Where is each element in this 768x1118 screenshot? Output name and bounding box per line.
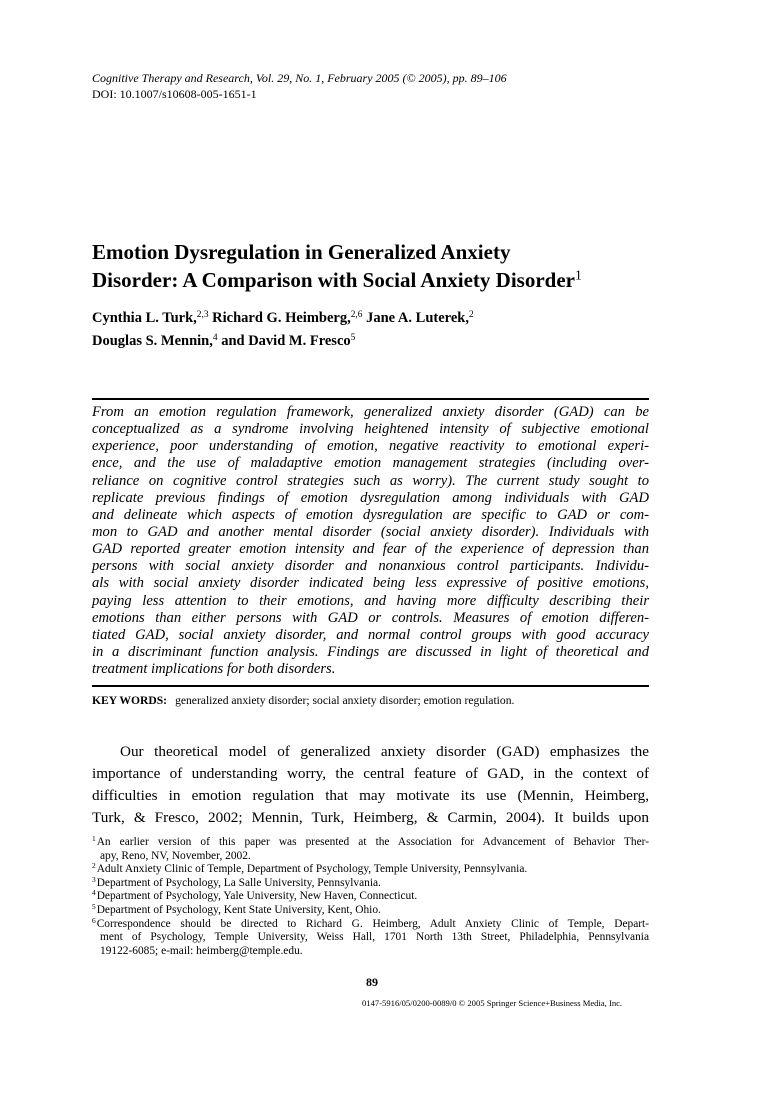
author-affiliation: 2 (468, 309, 474, 320)
footnote-text: An earlier version of this paper was presented at the Association for Advancement of Behavior Ther- (96, 836, 649, 848)
footnote (92, 915, 649, 959)
author-affiliation: 2,6 (350, 309, 363, 320)
footnote-number: 6 (92, 915, 96, 925)
abstract-line: and delineate which aspects of emotion dysregulation are specific to GAD or com- (92, 506, 649, 523)
footnote-line (92, 863, 649, 877)
abstract-line: emotions than either persons with GAD or controls. Measures of emotion differen- (92, 609, 649, 626)
footnote (92, 890, 649, 904)
footnote-number: 5 (92, 901, 96, 911)
abstract-line: als with social anxiety disorder indicated being less expressive of positive emotions, (92, 575, 649, 592)
abstract-line: reliance on cognitive control strategies such as worry). The current study sought to (92, 472, 649, 489)
article-title (92, 238, 652, 294)
footnote-line (92, 901, 649, 918)
footnote-line (92, 890, 649, 904)
author-affiliation: 4 (212, 332, 218, 343)
title-footnote-marker: 1 (575, 267, 582, 283)
author-name: Douglas S. Mennin, (92, 333, 213, 349)
abstract-line: conceptualized as a syndrome involving heightened intensity of subjective emotional (92, 421, 649, 438)
keywords (92, 693, 514, 709)
footnote-line (92, 915, 649, 932)
title-line-2 (92, 266, 652, 294)
abstract-line: ence, and the use of maladaptive emotion management strategies (including over- (92, 455, 649, 472)
author-affiliation: 5 (350, 332, 356, 343)
abstract-line: tiated GAD, social anxiety disorder, and normal control groups with good accuracy (92, 626, 649, 643)
page-number: 89 (366, 975, 378, 989)
footnote-text: Adult Anxiety Clinic of Temple, Department of Psychology, Temple University, Pennsylvania. (96, 863, 528, 876)
footnote-line (92, 874, 649, 891)
title-line-1: Emotion Dysregulation in Generalized Anxiety (92, 240, 511, 264)
body-text (92, 741, 649, 829)
footnote-number: 2 (92, 861, 96, 871)
footnote-number: 4 (92, 888, 96, 898)
abstract-line: persons with social anxiety disorder and nonanxious control participants. Individu- (92, 558, 649, 575)
footnote-number: 3 (92, 874, 96, 884)
abstract-line: replicate previous findings of emotion dysregulation among individuals with GAD (92, 489, 649, 506)
copyright-line: 0147-5916/05/0200-0089/0 © 2005 Springer Science+Business Media, Inc. (362, 998, 623, 1008)
body-line: Turk, & Fresco, 2002; Mennin, Turk, Heimberg, & Carmin, 2004). It builds upon (92, 809, 649, 826)
author-name: Jane A. Luterek, (366, 310, 469, 326)
footnote (92, 901, 649, 918)
abstract-bottom-rule (92, 685, 649, 687)
abstract-line: paying less attention to their emotions, and having more difficulty describing their (92, 592, 649, 609)
body-line: importance of understanding worry, the central feature of GAD, in the context of (92, 765, 649, 782)
footnote-text: Department of Psychology, Kent State University, Kent, Ohio. (96, 903, 381, 916)
footnote-line: 19122-6085; e-mail: heimberg@temple.edu. (100, 944, 303, 957)
abstract-line: From an emotion regulation framework, generalized anxiety disorder (GAD) can be (92, 404, 649, 420)
journal-citation: Cognitive Therapy and Research, Vol. 29, No. 1, February 2005 (© 2005), pp. 89–106 (92, 71, 507, 85)
footnote-line (92, 833, 649, 850)
author-name: and David M. Fresco (221, 333, 351, 349)
abstract-line: mon to GAD and another mental disorder (social anxiety disorder). Individuals with (92, 523, 649, 540)
footnote-line: apy, Reno, NV, November, 2002. (100, 849, 251, 862)
author-list (92, 307, 652, 353)
abstract-line: GAD reported greater emotion intensity and fear of the experience of depression than (92, 541, 649, 558)
footnote-text: Department of Psychology, Yale University, New Haven, Connecticut. (96, 890, 418, 903)
keywords-label: KEY WORDS: (92, 694, 168, 707)
body-line: Our theoretical model of generalized anxiety disorder (GAD) emphasizes the (120, 743, 649, 760)
footnote (92, 863, 649, 877)
author-line-2 (92, 330, 652, 353)
footnote-line: ment of Psychology, Temple University, Weiss Hall, 1701 North 13th Street, Philadelphia, Pennsylvania (100, 931, 649, 944)
abstract-top-rule (92, 398, 649, 400)
keywords-text: generalized anxiety disorder; social anxiety disorder; emotion regulation. (175, 694, 515, 707)
body-line: difficulties in emotion regulation that may motivate its use (Mennin, Heimberg, (92, 787, 649, 804)
author-name: Richard G. Heimberg, (212, 310, 351, 326)
footnote-text: Department of Psychology, La Salle University, Pennsylvania. (96, 876, 381, 889)
abstract-line: experience, poor understanding of emotion, negative reactivity to emotional experi- (92, 438, 649, 455)
footnote-number: 1 (92, 833, 96, 843)
author-affiliation: 2,3 (196, 309, 209, 320)
abstract-line: treatment implications for both disorders. (92, 661, 336, 678)
footnote (92, 874, 649, 891)
footnote-text: Correspondence should be directed to Richard G. Heimberg, Adult Anxiety Clinic of Temple, Depart- (96, 917, 649, 930)
author-name: Cynthia L. Turk, (92, 310, 197, 326)
footnotes (92, 833, 649, 958)
title-line-2-text: Disorder: A Comparison with Social Anxiety Disorder (92, 268, 575, 292)
footnote (92, 833, 649, 863)
author-line-1 (92, 307, 652, 330)
abstract-line: in a discriminant function analysis. Findings are discussed in light of theoretical and (92, 643, 649, 660)
doi-line: DOI: 10.1007/s10608-005-1651-1 (92, 87, 257, 101)
abstract (92, 404, 649, 678)
